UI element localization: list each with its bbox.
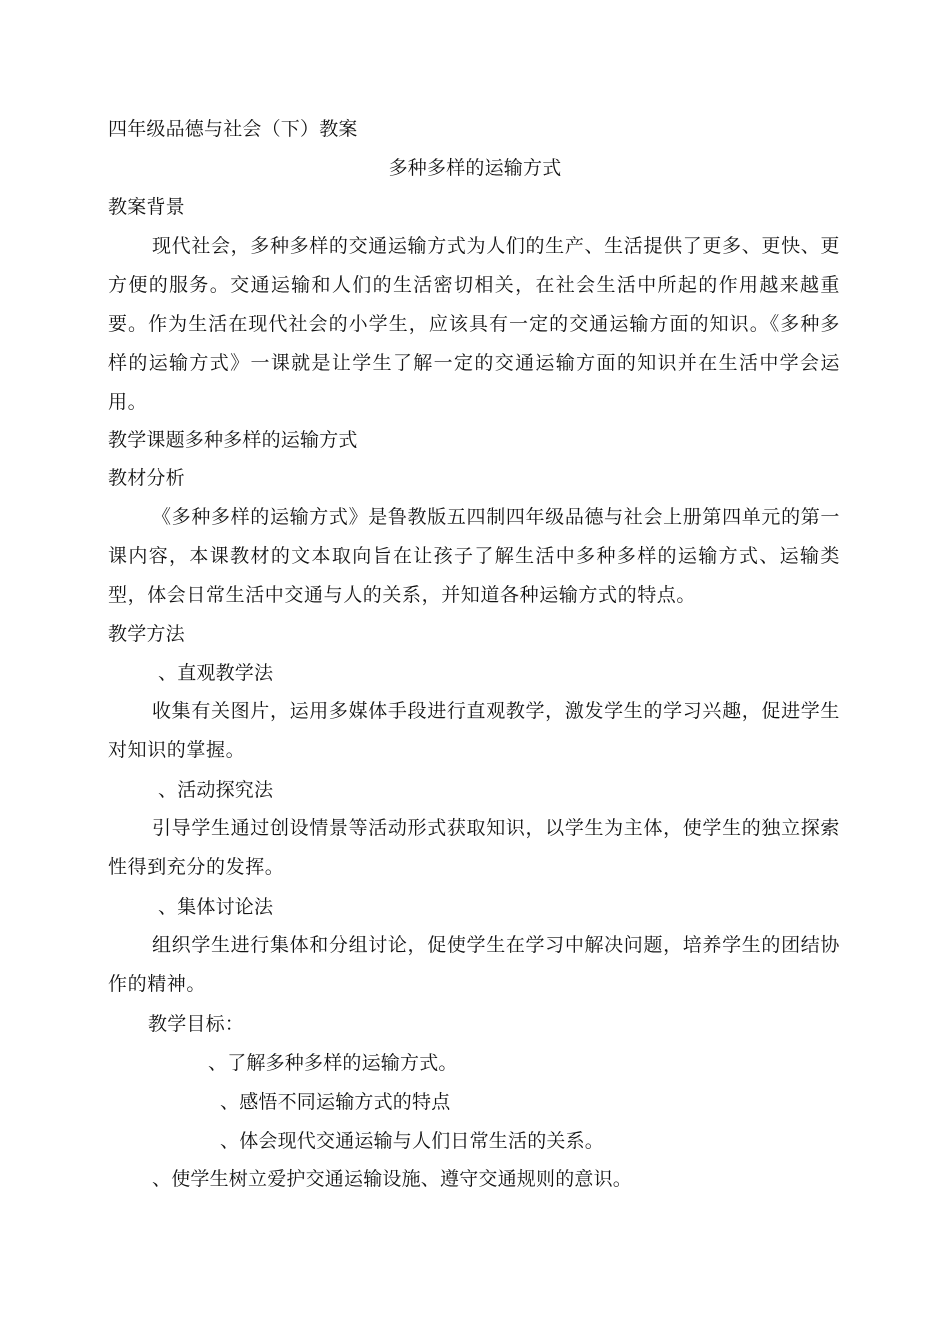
topic-line: 教学课题多种多样的运输方式 — [108, 429, 358, 451]
method-title: 、直观教学法 — [158, 662, 274, 684]
background-text: 现代社会，多种多样的交通运输方式为人们的生产、生活提供了更多、更快、更方便的服务。交通运输和人们的生活密切相关，在社会生活中所起的作用越来越重要。作为生活在现代社会的小学生，应该具有一定的交通运输方面的知识。《多种多样的运输方式》一课就是让学生了解一定的交通运输方面的知识并在生活中学会运用。 — [108, 235, 840, 413]
course-title: 四年级品德与社会（下）教案 — [108, 118, 358, 140]
goal-item: 、感悟不同运输方式的特点 — [220, 1091, 451, 1113]
goal-item: 、了解多种多样的运输方式。 — [208, 1052, 458, 1074]
method-title: 、活动探究法 — [158, 779, 274, 801]
method-text: 引导学生通过创设情景等活动形式获取知识，以学生为主体，使学生的独立探索性得到充分的发挥。 — [108, 817, 840, 878]
goal-item: 、使学生树立爱护交通运输设施、遵守交通规则的意识。 — [152, 1168, 633, 1190]
method-text: 组织学生进行集体和分组讨论，促使学生在学习中解决问题，培养学生的团结协作的精神。 — [108, 934, 840, 995]
background-heading: 教案背景 — [108, 196, 185, 218]
goals-heading: 教学目标： — [148, 1013, 245, 1035]
analysis-text: 《多种多样的运输方式》是鲁教版五四制四年级品德与社会上册第四单元的第一课内容，本课教材的文本取向旨在让孩子了解生活中多种多样的运输方式、运输类型，体会日常生活中交通与人的关系，并知道各种运输方式的特点。 — [108, 506, 840, 606]
methods-heading: 教学方法 — [108, 623, 185, 645]
method-text: 收集有关图片，运用多媒体手段进行直观教学，激发学生的学习兴趣，促进学生对知识的掌握。 — [108, 700, 840, 761]
lesson-title: 多种多样的运输方式 — [388, 157, 562, 179]
goal-item: 、体会现代交通运输与人们日常生活的关系。 — [220, 1130, 605, 1152]
method-title: 、集体讨论法 — [158, 896, 274, 918]
analysis-heading: 教材分析 — [108, 467, 185, 489]
